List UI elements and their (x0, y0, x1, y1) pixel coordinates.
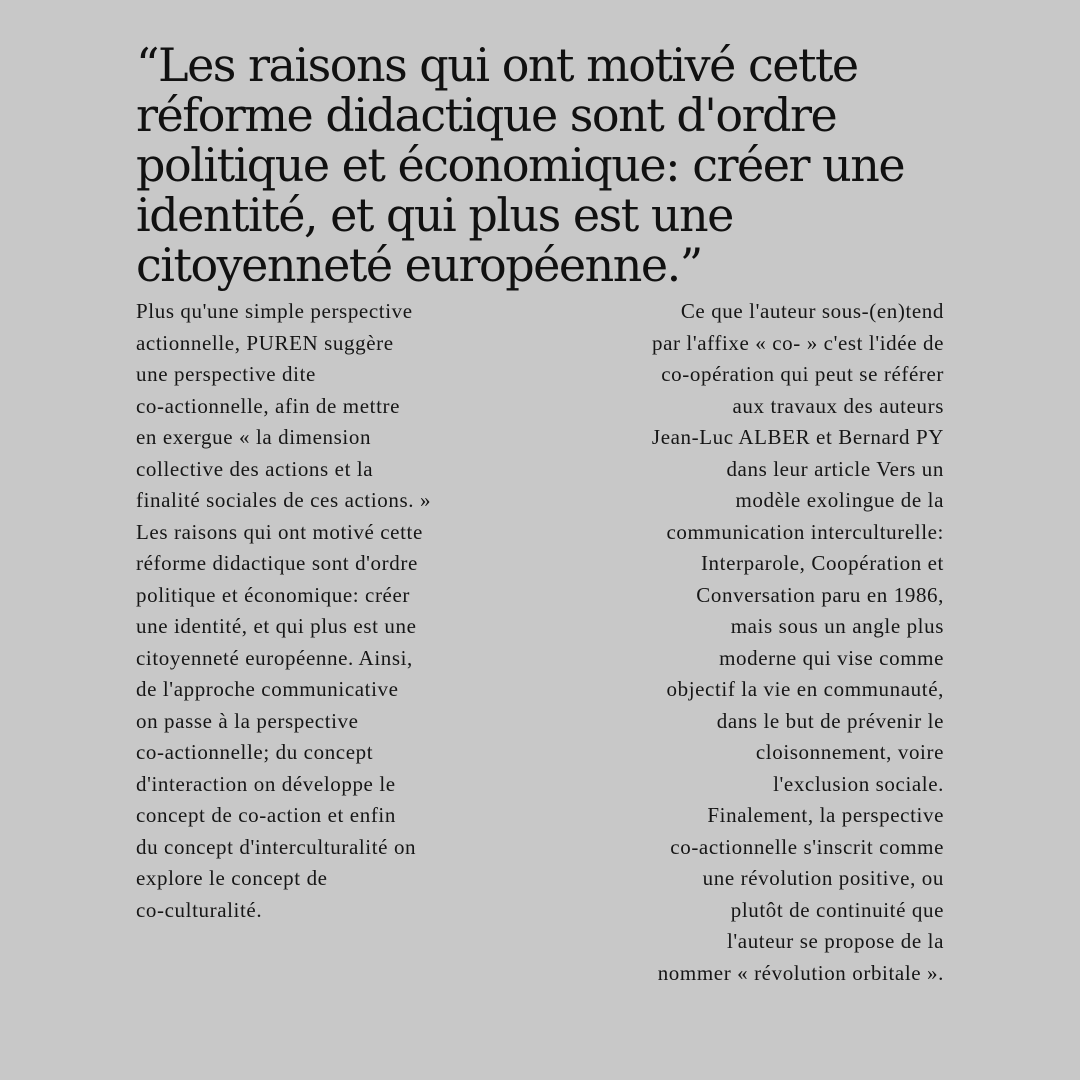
text-line: on passe à la perspective (136, 708, 359, 733)
text-line: dans le but de prévenir le (716, 708, 944, 733)
text-line: du concept d'interculturalité on (136, 834, 417, 859)
text-line: moderne qui vise comme (719, 645, 944, 670)
text-line: citoyenneté européenne. Ainsi, (136, 645, 413, 670)
text-line: nommer « révolution orbitale ». (657, 960, 944, 985)
text-line: réforme didactique sont d'ordre (136, 551, 418, 575)
text-line: explore le concept de (136, 866, 328, 890)
text-line: aux travaux des auteurs (732, 393, 944, 418)
text-line: mais sous un angle plus (730, 614, 944, 638)
pull-quote (136, 40, 956, 290)
text-line: une identité, et qui plus est une (136, 614, 417, 638)
text-line: modèle exolingue de la (735, 488, 944, 512)
text-line: une révolution positive, ou (702, 866, 944, 890)
text-line: concept de co-action et enfin (136, 803, 396, 827)
text-line: communication interculturelle: (666, 519, 944, 544)
text-line: Les raisons qui ont motivé cette (136, 519, 423, 544)
text-line: de l'approche communicative (136, 677, 399, 701)
pull-quote-line: “Les raisons qui ont motivé cette (136, 38, 858, 92)
pull-quote-line: réforme didactique sont d'ordre (136, 88, 837, 142)
pull-quote-line: identité, et qui plus est une (136, 188, 733, 242)
text-line: Interparole, Coopération et (700, 551, 944, 575)
text-line: finalité sociales de ces actions. » (136, 488, 432, 512)
text-line: cloisonnement, voire (755, 740, 944, 764)
text-line: co-opération qui peut se référer (661, 362, 944, 386)
text-line: d'interaction on développe le (136, 771, 396, 796)
text-line: Conversation paru en 1986, (696, 582, 944, 607)
text-line: co-culturalité. (136, 897, 263, 922)
text-line: une perspective dite (136, 362, 316, 386)
text-line: politique et économique: créer (136, 582, 410, 607)
text-line: Ce que l'auteur sous-(en)tend (680, 299, 944, 323)
text-line: en exergue « la dimension (136, 425, 372, 449)
text-line: dans leur article Vers un (726, 456, 944, 481)
text-line: objectif la vie en communauté, (666, 677, 944, 701)
text-line: par l'affixe « co- » c'est l'idée de (651, 330, 944, 355)
text-line: Jean-Luc ALBER et Bernard PY (651, 425, 944, 449)
pull-quote-line: politique et économique: créer une (136, 138, 905, 192)
text-line: co-actionnelle s'inscrit comme (670, 834, 944, 859)
text-line: co-actionnelle, afin de mettre (136, 393, 401, 418)
left-column-text (136, 296, 516, 926)
text-line: l'auteur se propose de la (726, 929, 944, 953)
text-line: Finalement, la perspective (707, 803, 944, 827)
text-line: plutôt de continuité que (730, 897, 944, 922)
text-line: actionnelle, PUREN suggère (136, 330, 394, 355)
text-line: collective des actions et la (136, 456, 374, 481)
text-line: l'exclusion sociale. (773, 771, 944, 796)
right-column-text (564, 296, 944, 989)
pull-quote-line: citoyenneté européenne.” (136, 238, 702, 292)
text-line: co-actionnelle; du concept (136, 740, 374, 764)
text-line: Plus qu'une simple perspective (136, 299, 413, 323)
